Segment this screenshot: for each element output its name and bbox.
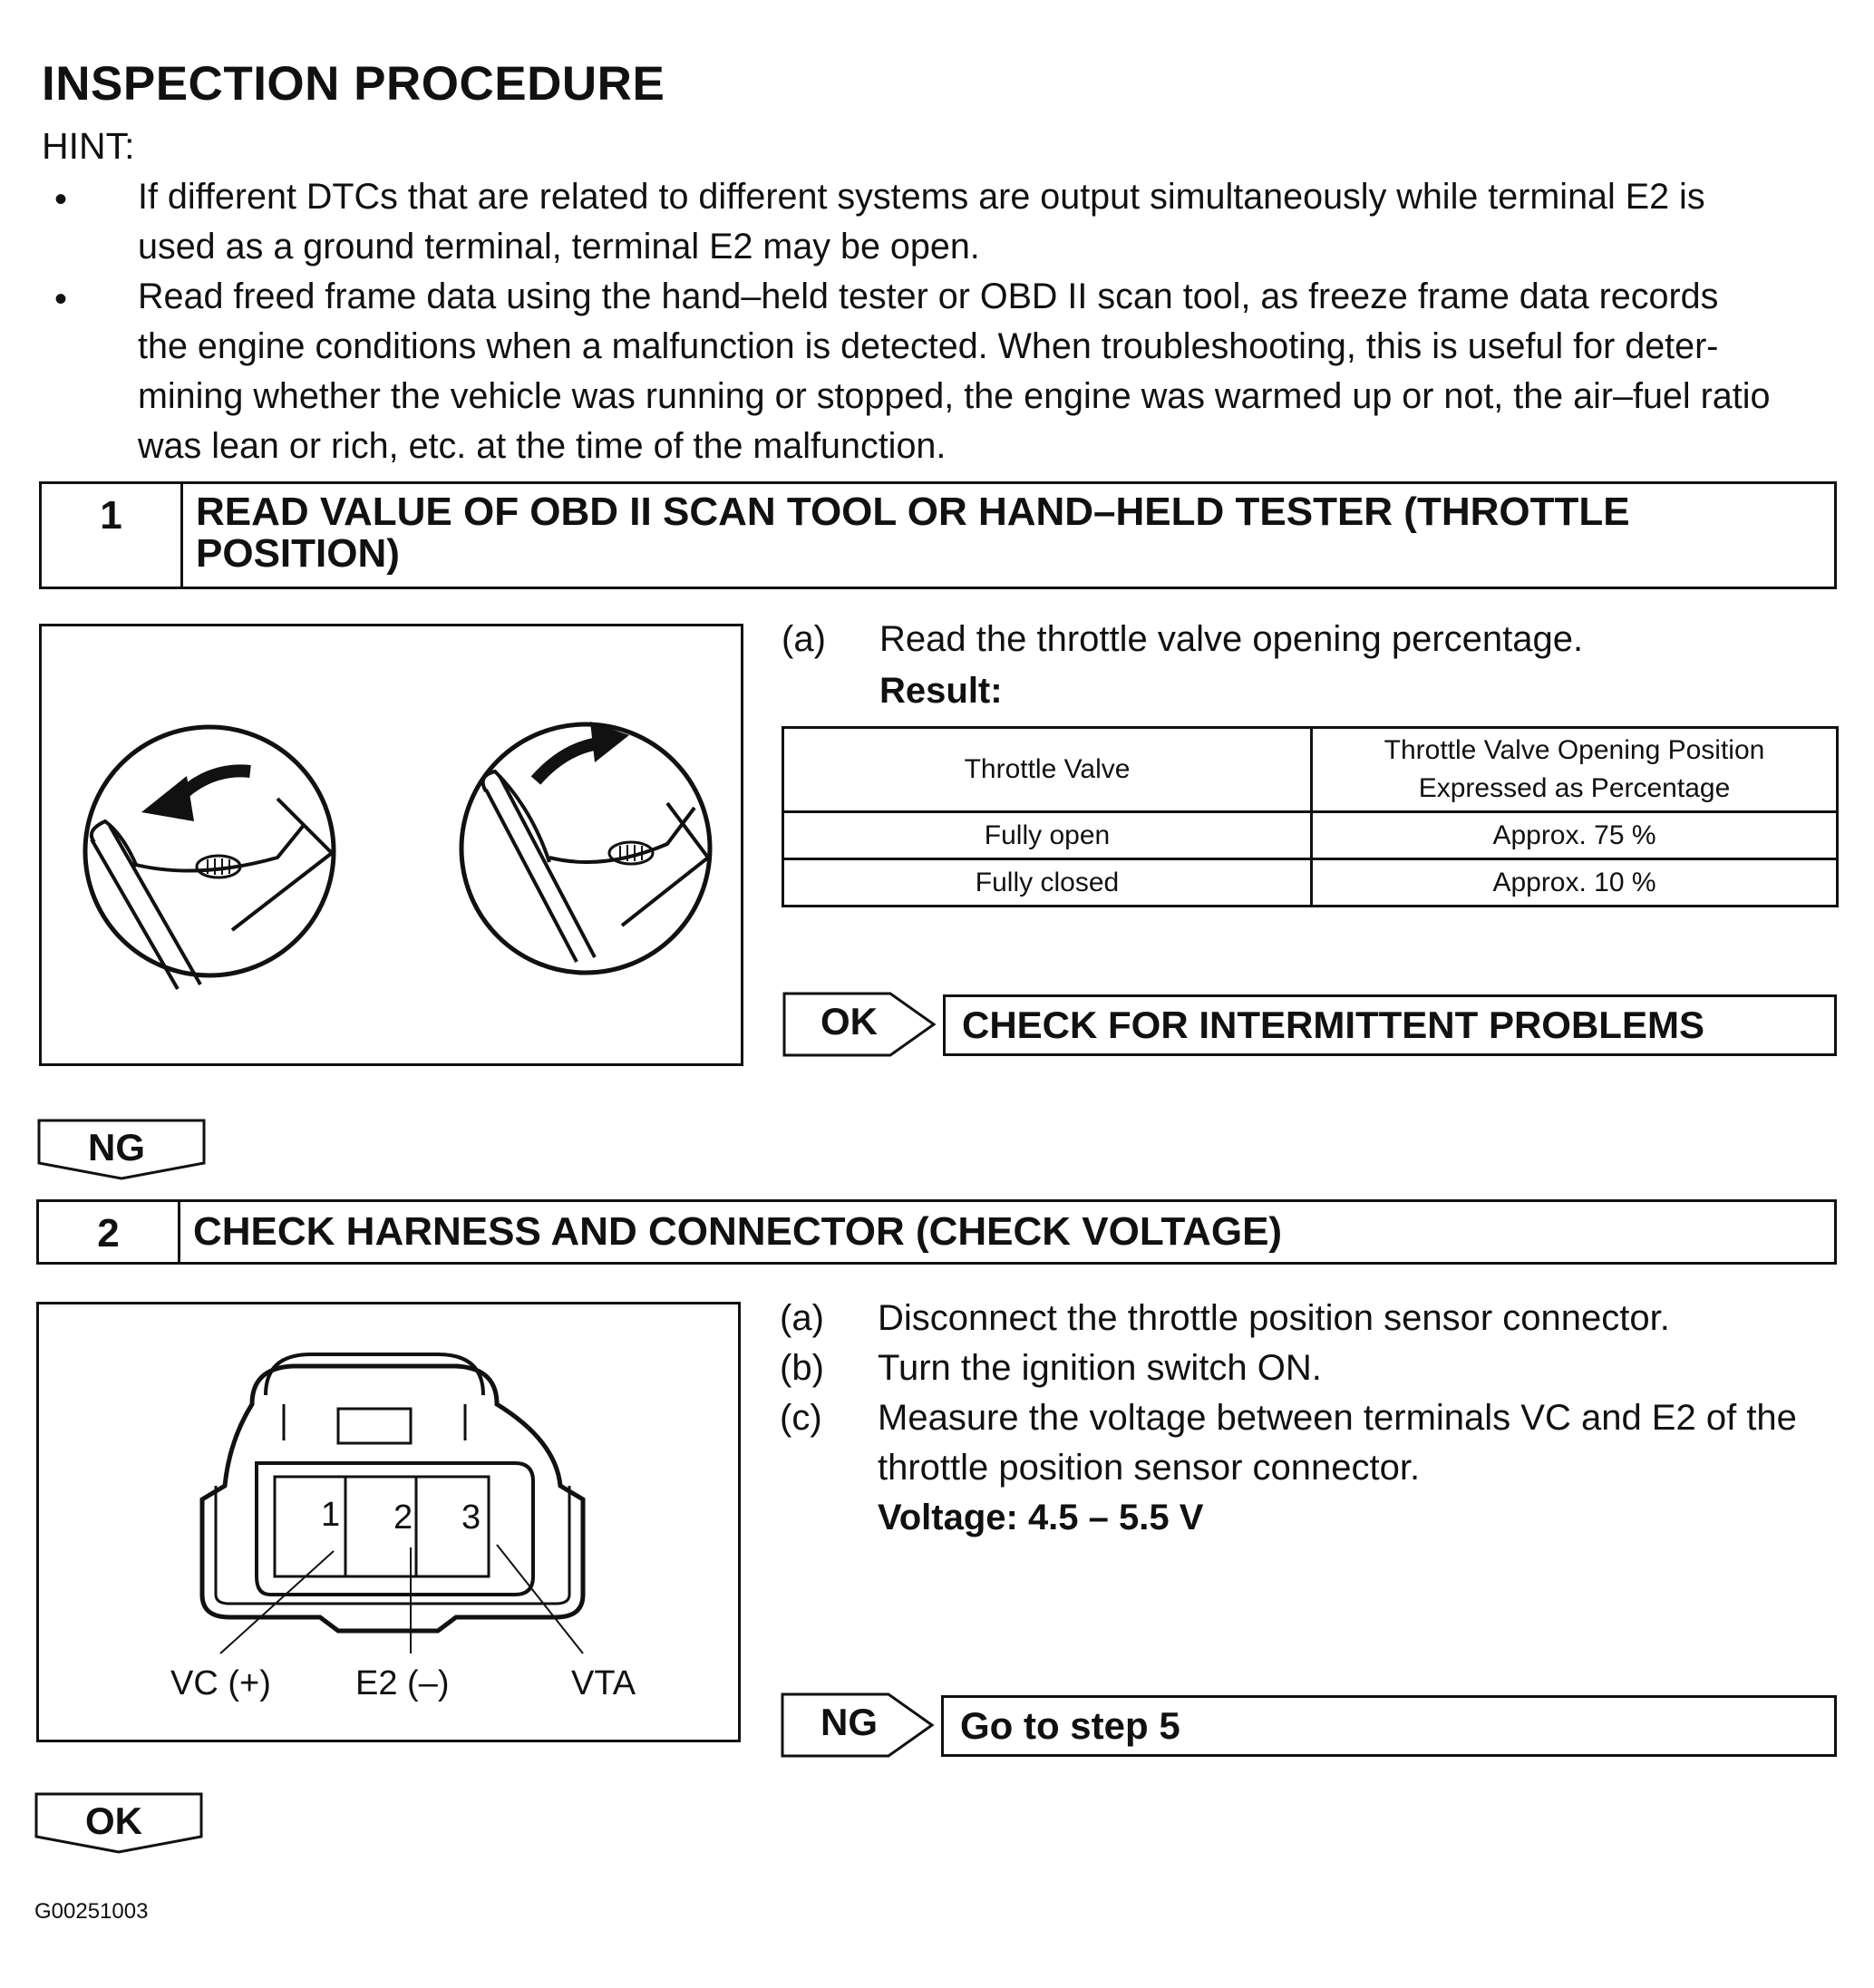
ng-tag: NG — [820, 1701, 878, 1743]
hint-line: used as a ground terminal, terminal E2 may be open. — [138, 227, 980, 267]
hint-text-2 — [138, 272, 1847, 471]
table-cell: Fully closed — [783, 859, 1312, 907]
pin-number: 2 — [393, 1498, 413, 1537]
document-code: G00251003 — [34, 1899, 149, 1924]
throttle-open-illustration — [85, 727, 334, 989]
step-title-line: READ VALUE OF OBD II SCAN TOOL OR HAND–HELD TESTER (THROTTLE — [196, 490, 1630, 534]
table-row — [783, 859, 1838, 907]
instruction-marker: (c) — [780, 1398, 822, 1438]
step-number: 1 — [42, 484, 183, 587]
ok-tag: OK — [820, 1000, 878, 1042]
instruction-text: Read the throttle valve opening percentage. — [879, 619, 1584, 659]
step-title — [196, 491, 1816, 575]
hint-line: mining whether the vehicle was running or stopped, the engine was warmed up or not, the air–fuel ratio — [138, 376, 1771, 416]
step-title: CHECK HARNESS AND CONNECTOR (CHECK VOLTAGE) — [193, 1209, 1283, 1254]
throttle-figure — [39, 624, 743, 1066]
table-cell: Approx. 75 % — [1312, 812, 1838, 859]
hint-line: If different DTCs that are related to different systems are output simultaneously while terminal E2 is — [138, 177, 1705, 217]
table-header-cell — [1312, 728, 1838, 812]
step-number: 2 — [39, 1202, 180, 1262]
table-header-row — [783, 728, 1838, 812]
step-title-line: POSITION) — [196, 531, 400, 576]
ok-action-box — [943, 994, 1837, 1056]
result-table — [782, 726, 1839, 907]
throttle-closed-illustration — [461, 722, 710, 973]
instruction-text: Disconnect the throttle position sensor connector. — [878, 1298, 1670, 1338]
ok-action-text: CHECK FOR INTERMITTENT PROBLEMS — [962, 1004, 1704, 1046]
instruction-marker: (a) — [782, 619, 826, 659]
terminal-label-vc: VC (+) — [170, 1664, 271, 1702]
instruction-text: Turn the ignition switch ON. — [878, 1348, 1322, 1388]
table-header-line: Throttle Valve Opening Position — [1384, 735, 1765, 765]
pin-number: 3 — [461, 1498, 481, 1537]
instruction-marker: (a) — [780, 1298, 824, 1338]
table-header-line: Expressed as Percentage — [1418, 773, 1731, 803]
throttle-illustration — [42, 626, 741, 1063]
instruction-marker: (b) — [780, 1348, 824, 1388]
voltage-spec: Voltage: 4.5 – 5.5 V — [878, 1498, 1204, 1537]
ok-tag: OK — [85, 1799, 142, 1842]
table-row — [783, 812, 1838, 859]
pin-number: 1 — [321, 1496, 341, 1534]
terminal-label-vta: VTA — [571, 1664, 636, 1702]
table-cell: Fully open — [783, 812, 1312, 859]
step-2-header — [36, 1199, 1837, 1265]
terminal-label-e2: E2 (–) — [355, 1664, 450, 1702]
hint-label: HINT: — [42, 125, 135, 167]
hint-line: Read freed frame data using the hand–held tester or OBD II scan tool, as freeze frame data records — [138, 276, 1719, 316]
ng-action-text: Go to step 5 — [960, 1704, 1180, 1747]
hint-line: the engine conditions when a malfunction is detected. When troubleshooting, this is useful for deter- — [138, 326, 1719, 366]
hint-text-1 — [138, 172, 1847, 272]
table-cell: Approx. 10 % — [1312, 859, 1838, 907]
instruction-text: throttle position sensor connector. — [878, 1448, 1421, 1488]
step-1-header — [39, 481, 1837, 589]
instruction-text: Measure the voltage between terminals VC and E2 of the — [878, 1398, 1797, 1438]
result-label: Result: — [879, 671, 1003, 711]
bullet-marker: • — [54, 279, 68, 319]
hint-line: was lean or rich, etc. at the time of the malfunction. — [138, 426, 947, 466]
ng-tag: NG — [88, 1126, 145, 1169]
page-title: INSPECTION PROCEDURE — [42, 57, 665, 111]
table-header-cell: Throttle Valve — [783, 728, 1312, 812]
bullet-marker: • — [54, 179, 68, 219]
ng-action-box — [941, 1695, 1837, 1757]
